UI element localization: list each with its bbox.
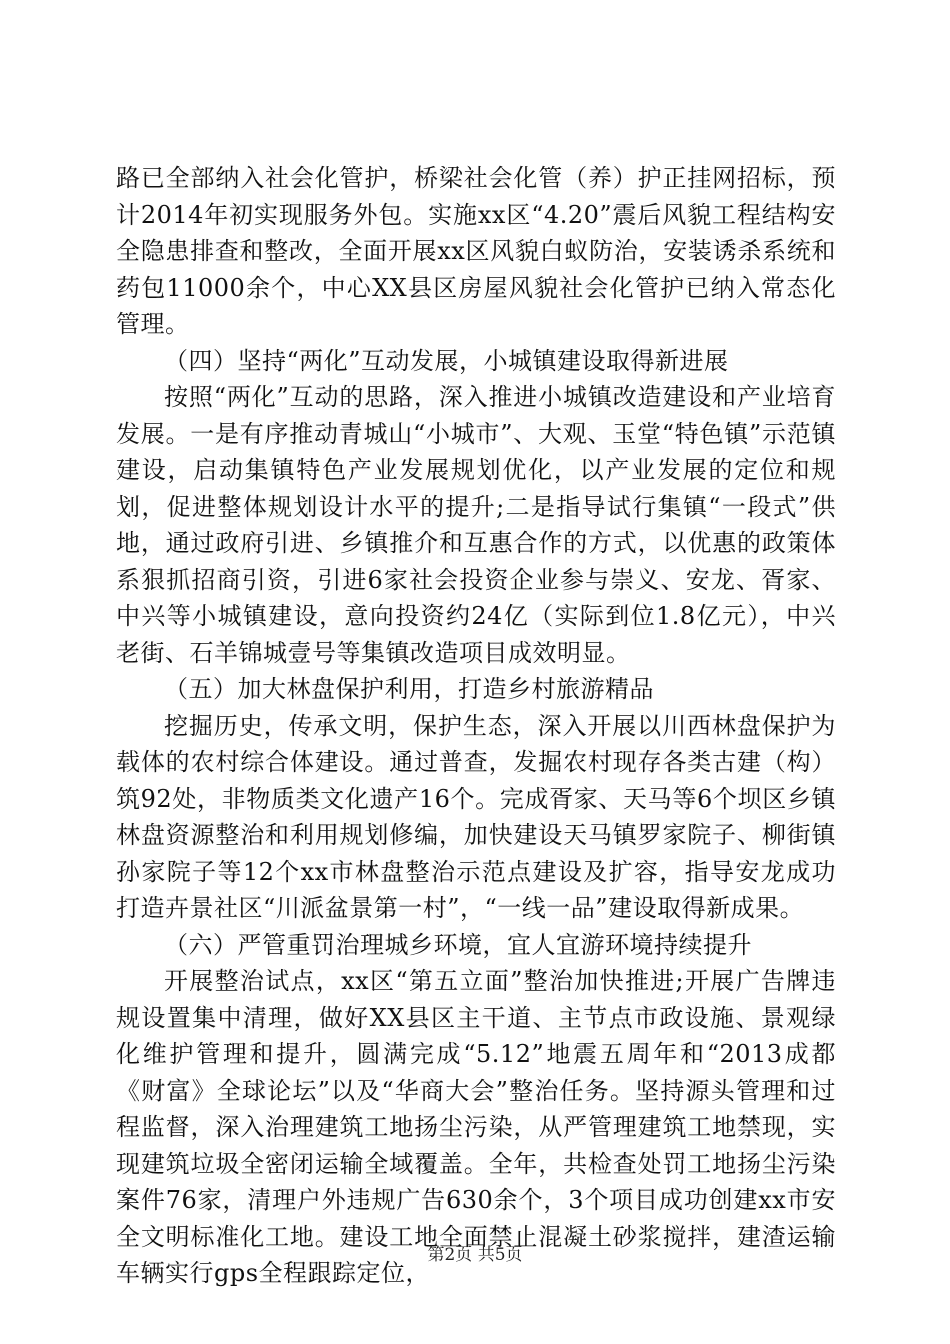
paragraph-continuation: 路已全部纳入社会化管护，桥梁社会化管（养）护正挂网招标，预计2014年初实现服务外包。实施xx区“4.20”震后风貌工程结构安全隐患排查和整改，全面开展xx区风貌白蚁防治，安装诱杀系统和药包11000余个，中心XX县区房屋风貌社会化管护已纳入常态化管理。 [116, 164, 836, 338]
paragraph-linpan-protection: 挖掘历史，传承文明，保护生态，深入开展以川西林盘保护为载体的农村综合体建设。通过普查，发掘农村现存各类古建（构）筑92处，非物质类文化遗产16个。完成胥家、天马等6个坝区乡镇林盘资源整治和利用规划修编，加快建设天马镇罗家院子、柳街镇孙家院子等12个xx市林盘整治示范点建设及扩容，指导安龙成功打造卉景社区“川派盆景第一村”，“一线一品”建设取得新成果。 [116, 711, 836, 922]
section-heading-four: （四）坚持“两化”互动发展，小城镇建设取得新进展 [164, 346, 729, 375]
paragraph-environment-management: 开展整治试点，xx区“第五立面”整治加快推进;开展广告牌违规设置集中清理，做好XX县区主干道、主节点市政设施、景观绿化维护管理和提升，圆满完成“5.12”地震五周年和“2013成都《财富》全球论坛”以及“华商大会”整治任务。坚持源头管理和过程监督，深入治理建筑工地扬尘污染，从严管理建筑工地禁现，实现建筑垃圾全密闭运输全域覆盖。全年，共检查处罚工地扬尘污染案件76家，清理户外违规广告630余个，3个项目成功创建xx市安全文明标准化工地。建设工地全面禁止混凝土砂浆搅拌，建渣运输车辆实行gps全程跟踪定位， [116, 967, 836, 1287]
page-number-footer: 第2页 共5页 [427, 1245, 523, 1265]
paragraph-town-development: 按照“两化”互动的思路，深入推进小城镇改造建设和产业培育发展。一是有序推动青城山“小城市”、大观、玉堂“特色镇”示范镇建设，启动集镇特色产业发展规划优化，以产业发展的定位和规划，促进整体规划设计水平的提升;二是指导试行集镇“一段式”供地，通过政府引进、乡镇推介和互惠合作的方式，以优惠的政策体系狠抓招商引资，引进6家社会投资企业参与崇义、安龙、胥家、中兴等小城镇建设，意向投资约24亿（实际到位1.8亿元），中兴老街、石羊锦城壹号等集镇改造项目成效明显。 [116, 383, 836, 667]
section-heading-five: （五）加大林盘保护利用，打造乡村旅游精品 [164, 675, 654, 703]
document-body [116, 160, 836, 1292]
section-heading-six: （六）严管重罚治理城乡环境，宜人宜游环境持续提升 [164, 930, 752, 959]
